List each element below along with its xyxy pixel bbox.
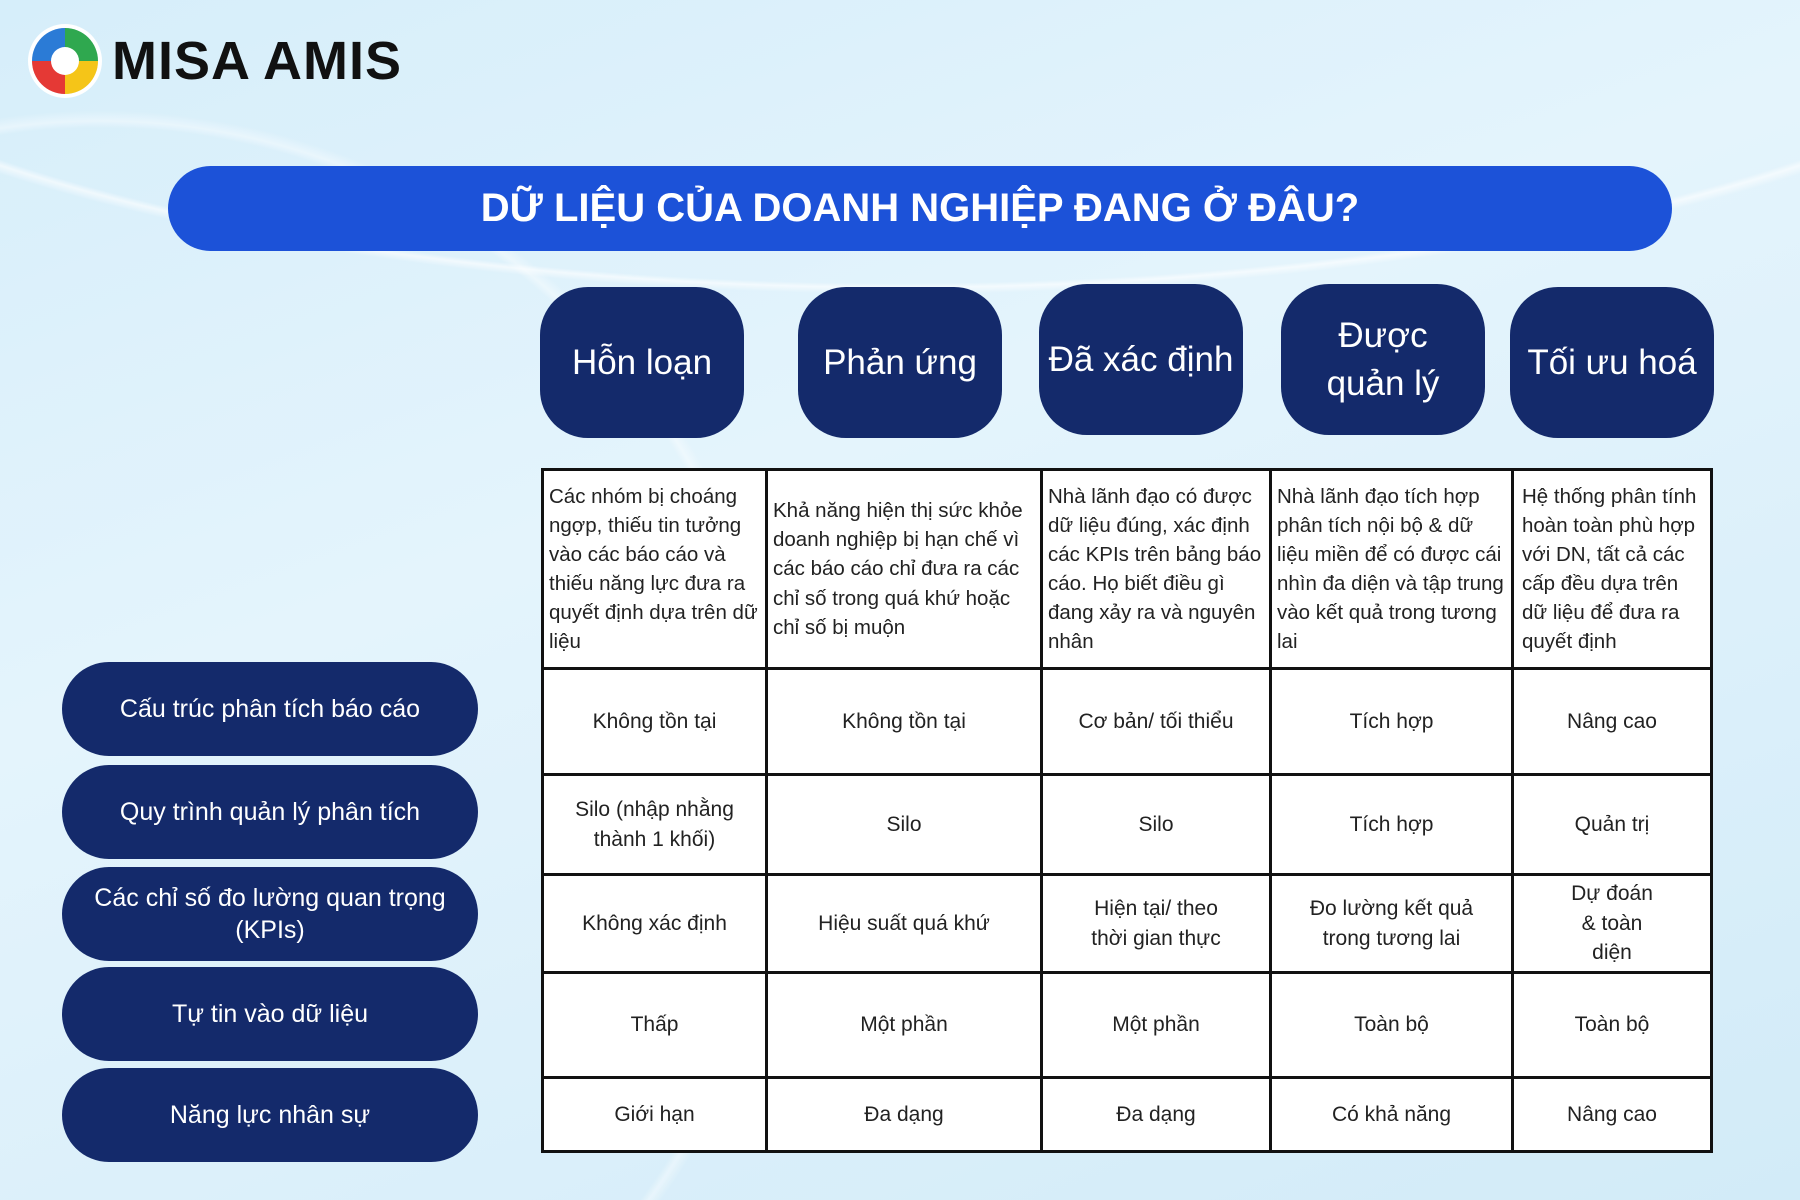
table-cell: Giới hạn <box>544 1079 765 1150</box>
brand-name: MISA AMIS <box>112 31 402 91</box>
table-cell: Toàn bộ <box>1514 974 1710 1076</box>
table-cell: Thấp <box>544 974 765 1076</box>
level-description: Các nhóm bị choáng ngợp, thiếu tin tưởng vào các báo cáo và thiếu năng lực đưa ra quyết định dựa trên dữ liệu <box>544 471 765 667</box>
table-cell: Nâng cao <box>1514 670 1710 773</box>
criterion-label: Các chỉ số đo lường quan trọng (KPIs) <box>62 867 478 961</box>
table-cell: Silo <box>768 776 1040 873</box>
table-cell: Đo lường kết quả trong tương lai <box>1272 876 1511 971</box>
table-cell: Quản trị <box>1514 776 1710 873</box>
table-cell: Đa dạng <box>1043 1079 1269 1150</box>
table-cell: Không tồn tại <box>768 670 1040 773</box>
table-cell: Một phần <box>1043 974 1269 1076</box>
table-cell: Silo <box>1043 776 1269 873</box>
table-cell: Toàn bộ <box>1272 974 1511 1076</box>
table-cell: Không tồn tại <box>544 670 765 773</box>
page-title: DỮ LIỆU CỦA DOANH NGHIỆP ĐANG Ở ĐÂU? <box>168 166 1672 251</box>
logo-icon <box>32 28 98 94</box>
level-chaotic: Hỗn loạn <box>540 287 744 438</box>
level-defined: Đã xác định <box>1039 284 1243 435</box>
table-cell: Hiện tại/ theo thời gian thực <box>1043 876 1269 971</box>
level-description: Khả năng hiện thị sức khỏe doanh nghiệp bị hạn chế vì các báo cáo chỉ đưa ra các chỉ số trong quá khứ hoặc chỉ số bị muộn <box>768 471 1040 667</box>
table-cell: Hiệu suất quá khứ <box>768 876 1040 971</box>
criterion-label: Quy trình quản lý phân tích <box>62 765 478 859</box>
level-description: Nhà lãnh đạo tích hợp phân tích nội bộ & dữ liệu miền để có được cái nhìn đa diện và tập trung vào kết quả trong tương lai <box>1272 471 1511 667</box>
table-cell: Đa dạng <box>768 1079 1040 1150</box>
criterion-label: Cấu trúc phân tích báo cáo <box>62 662 478 756</box>
table-cell: Có khả năng <box>1272 1079 1511 1150</box>
table-cell: Silo (nhập nhằng thành 1 khối) <box>544 776 765 873</box>
level-description: Hệ thống phân tính hoàn toàn phù hợp với DN, tất cả các cấp đều dựa trên dữ liệu để đưa ra quyết định <box>1514 471 1710 667</box>
level-description: Nhà lãnh đạo có được dữ liệu đúng, xác định các KPIs trên bảng báo cáo. Họ biết điều gì đang xảy ra và nguyên nhân <box>1043 471 1269 667</box>
table-cell: Nâng cao <box>1514 1079 1710 1150</box>
criterion-label: Tự tin vào dữ liệu <box>62 967 478 1061</box>
table-cell: Không xác định <box>544 876 765 971</box>
table-cell: Dự đoán & toàn diện <box>1514 876 1710 971</box>
table-cell: Tích hợp <box>1272 670 1511 773</box>
criterion-label: Năng lực nhân sự <box>62 1068 478 1162</box>
table-cell: Cơ bản/ tối thiểu <box>1043 670 1269 773</box>
brand-logo <box>32 28 402 94</box>
table-cell: Một phần <box>768 974 1040 1076</box>
table-cell: Tích hợp <box>1272 776 1511 873</box>
level-optimized: Tối ưu hoá <box>1510 287 1714 438</box>
level-managed: Được quản lý <box>1281 284 1485 435</box>
level-reactive: Phản ứng <box>798 287 1002 438</box>
maturity-table <box>541 468 1713 1153</box>
